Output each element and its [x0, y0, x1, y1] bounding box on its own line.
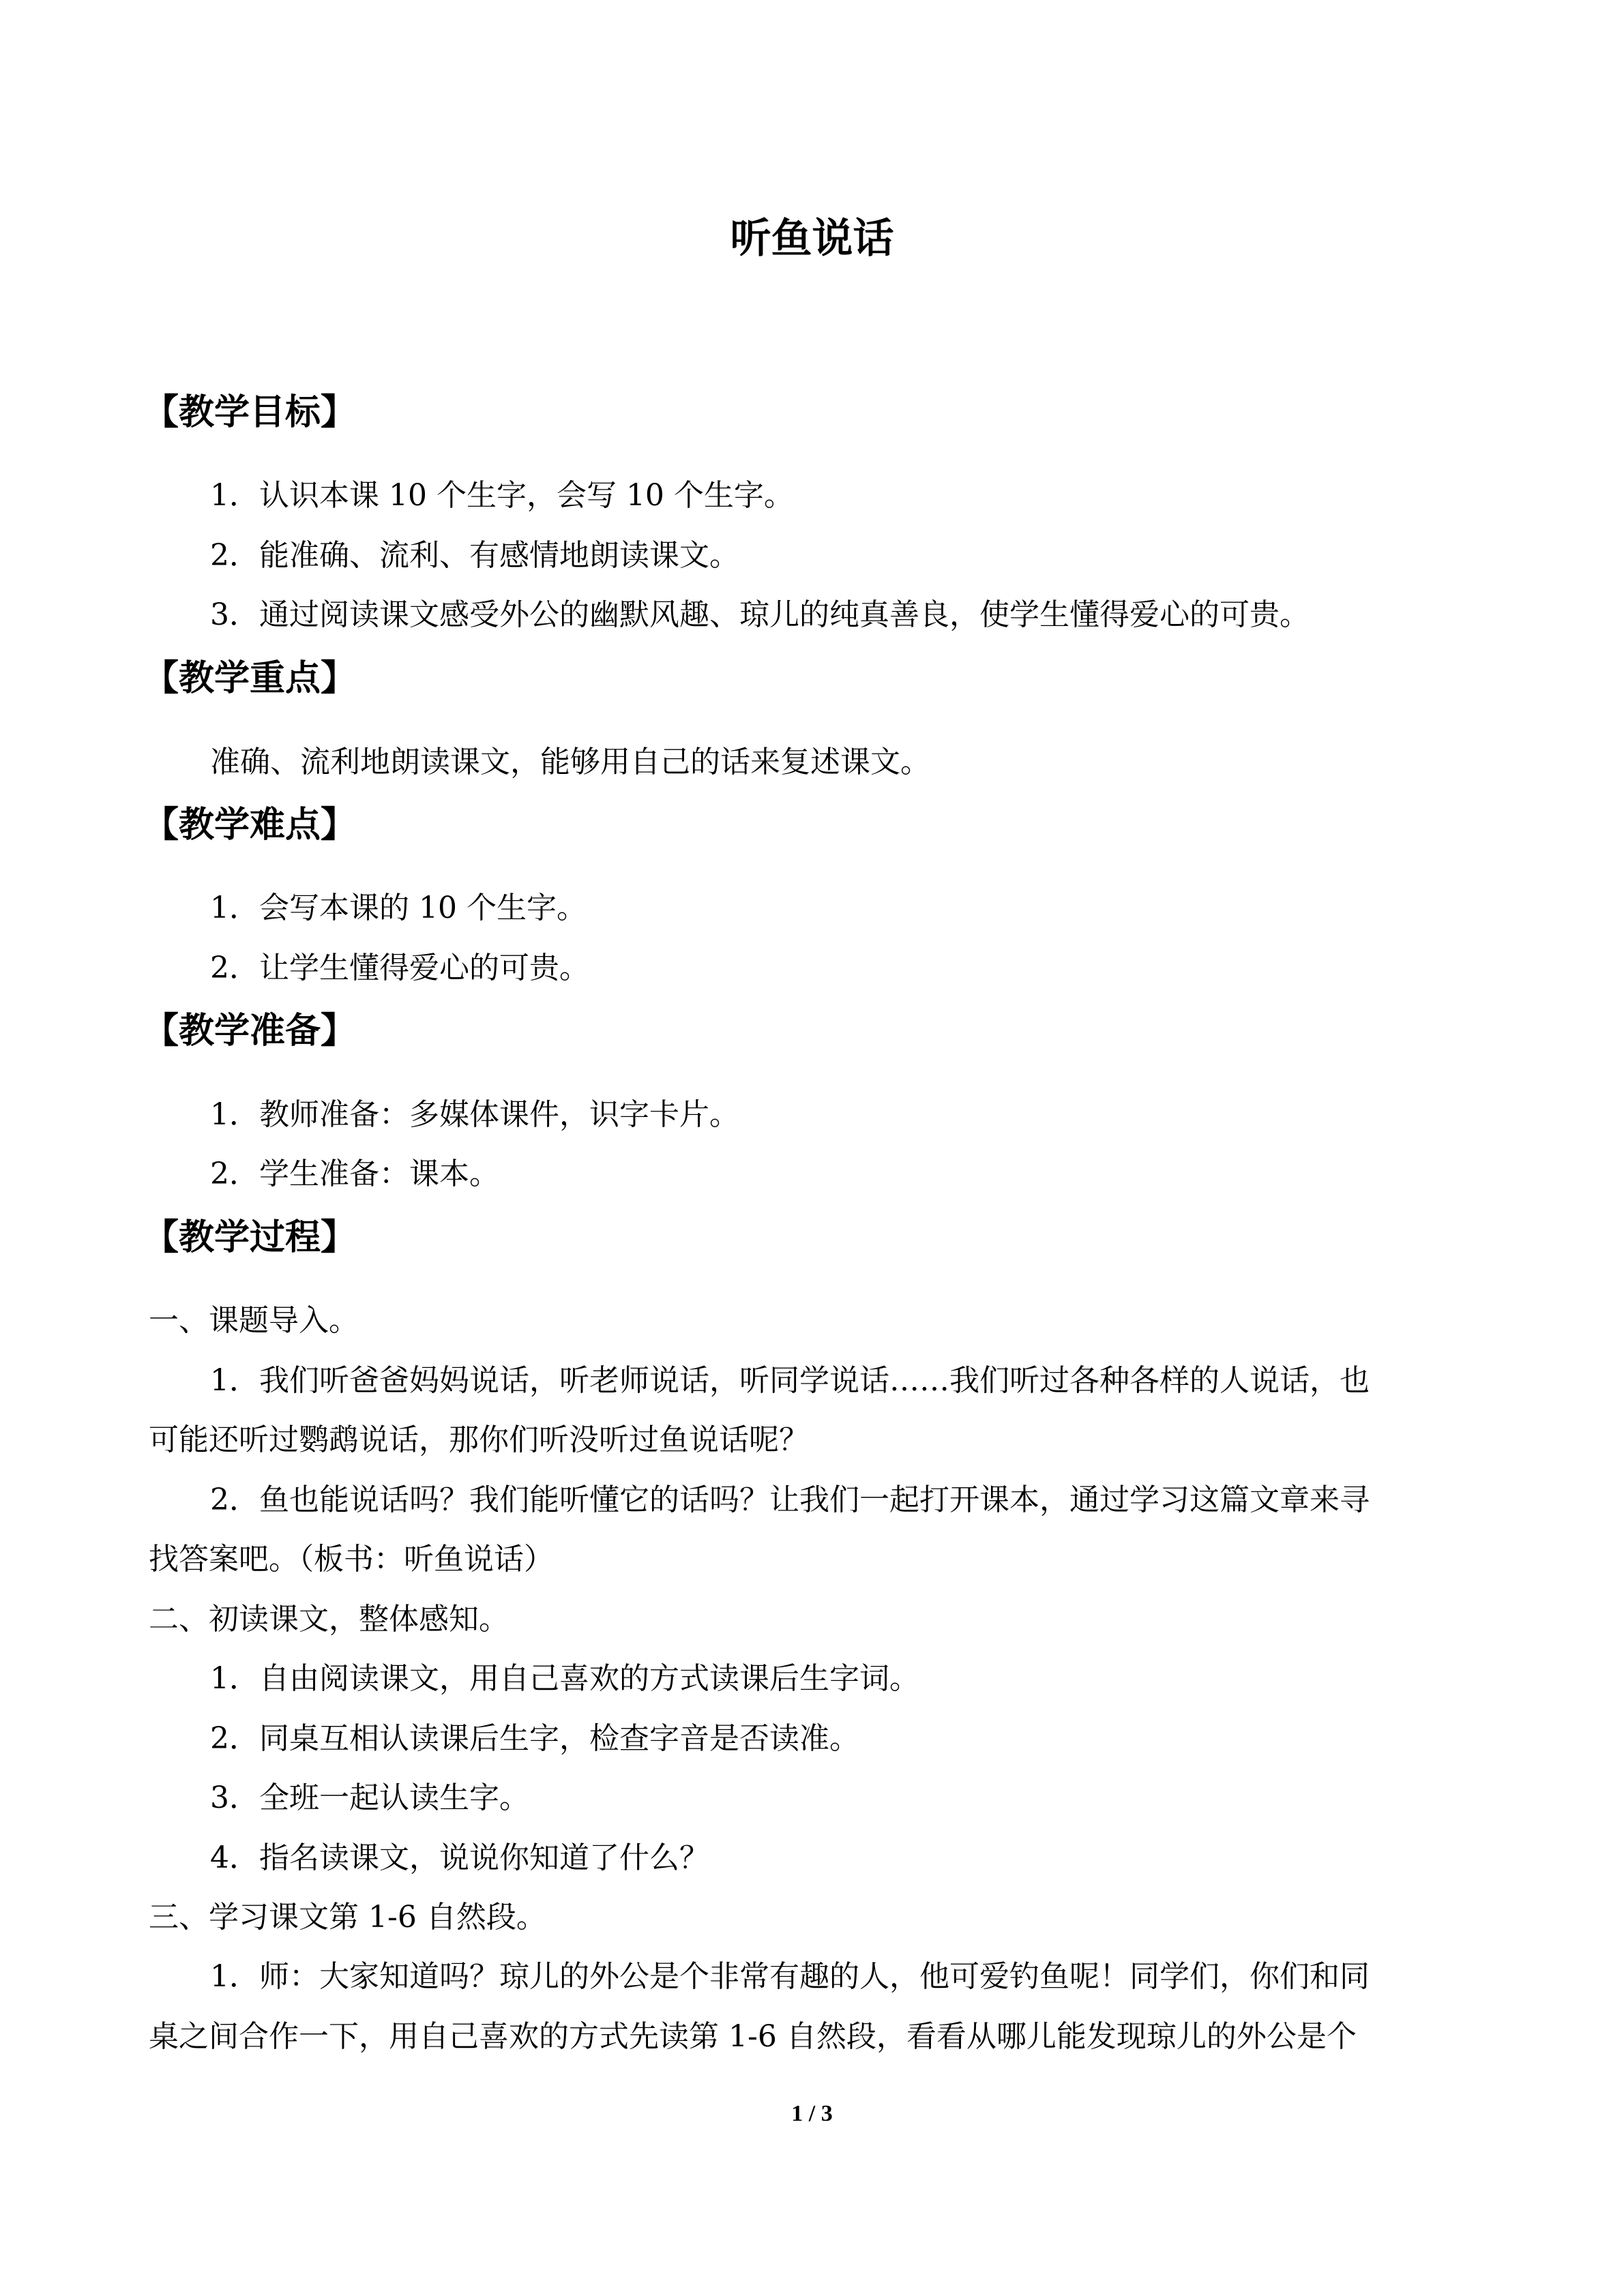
- process-part2-item: 4．指名读课文，说说你知道了什么？: [210, 1840, 709, 1875]
- page-number: 1 / 3: [791, 2101, 833, 2126]
- difficulties-heading: 【教学难点】: [143, 805, 357, 846]
- process-part1-paragraph1-line2: 可能还听过鹦鹉说话，那你们听没听过鱼说话呢？: [149, 1422, 809, 1457]
- key-points-text: 准确、流利地朗读课文，能够用自己的话来复述课文。: [210, 745, 930, 779]
- process-part2-item: 2．同桌互相认读课后生字，检查字音是否读准。: [210, 1721, 859, 1756]
- difficulty-item: 2．让学生懂得爱心的可贵。: [210, 951, 589, 985]
- process-part1-paragraph2-line2: 找答案吧。（板书：听鱼说话）: [149, 1542, 554, 1577]
- process-part2-item: 1．自由阅读课文，用自己喜欢的方式读课后生字词。: [210, 1661, 919, 1696]
- process-part2-title: 二、初读课文，整体感知。: [149, 1602, 509, 1637]
- goals-heading: 【教学目标】: [143, 392, 357, 433]
- goal-item: 1．认识本课 10 个生字，会写 10 个生字。: [210, 478, 794, 513]
- preparation-item: 1．教师准备：多媒体课件，识字卡片。: [210, 1097, 739, 1132]
- difficulty-item: 1．会写本课的 10 个生字。: [210, 891, 587, 925]
- goal-item: 3．通过阅读课文感受外公的幽默风趣、琼儿的纯真善良，使学生懂得爱心的可贵。: [210, 597, 1310, 632]
- document-title: 听鱼说话: [730, 215, 894, 263]
- process-part1-paragraph2-line1: 2．鱼也能说话吗？我们能听懂它的话吗？让我们一起打开课本，通过学习这篇文章来寻: [210, 1482, 1370, 1517]
- process-part3-paragraph1-line2: 桌之间合作一下，用自己喜欢的方式先读第 1-6 自然段，看看从哪儿能发现琼儿的外公是个: [149, 2019, 1357, 2054]
- key-points-heading: 【教学重点】: [143, 658, 357, 699]
- process-heading: 【教学过程】: [143, 1217, 357, 1258]
- process-part3-paragraph1-line1: 1．师：大家知道吗？琼儿的外公是个非常有趣的人，他可爱钓鱼呢！同学们，你们和同: [210, 1959, 1370, 1994]
- process-part3-title: 三、学习课文第 1-6 自然段。: [149, 1900, 546, 1935]
- preparation-heading: 【教学准备】: [143, 1011, 357, 1052]
- process-part1-paragraph1-line1: 1．我们听爸爸妈妈说话，听老师说话，听同学说话……我们听过各种各样的人说话，也: [210, 1363, 1370, 1398]
- process-part1-title: 一、课题导入。: [149, 1303, 359, 1338]
- process-part2-item: 3．全班一起认读生字。: [210, 1780, 529, 1815]
- preparation-item: 2．学生准备：课本。: [210, 1157, 499, 1191]
- goal-item: 2．能准确、流利、有感情地朗读课文。: [210, 538, 739, 573]
